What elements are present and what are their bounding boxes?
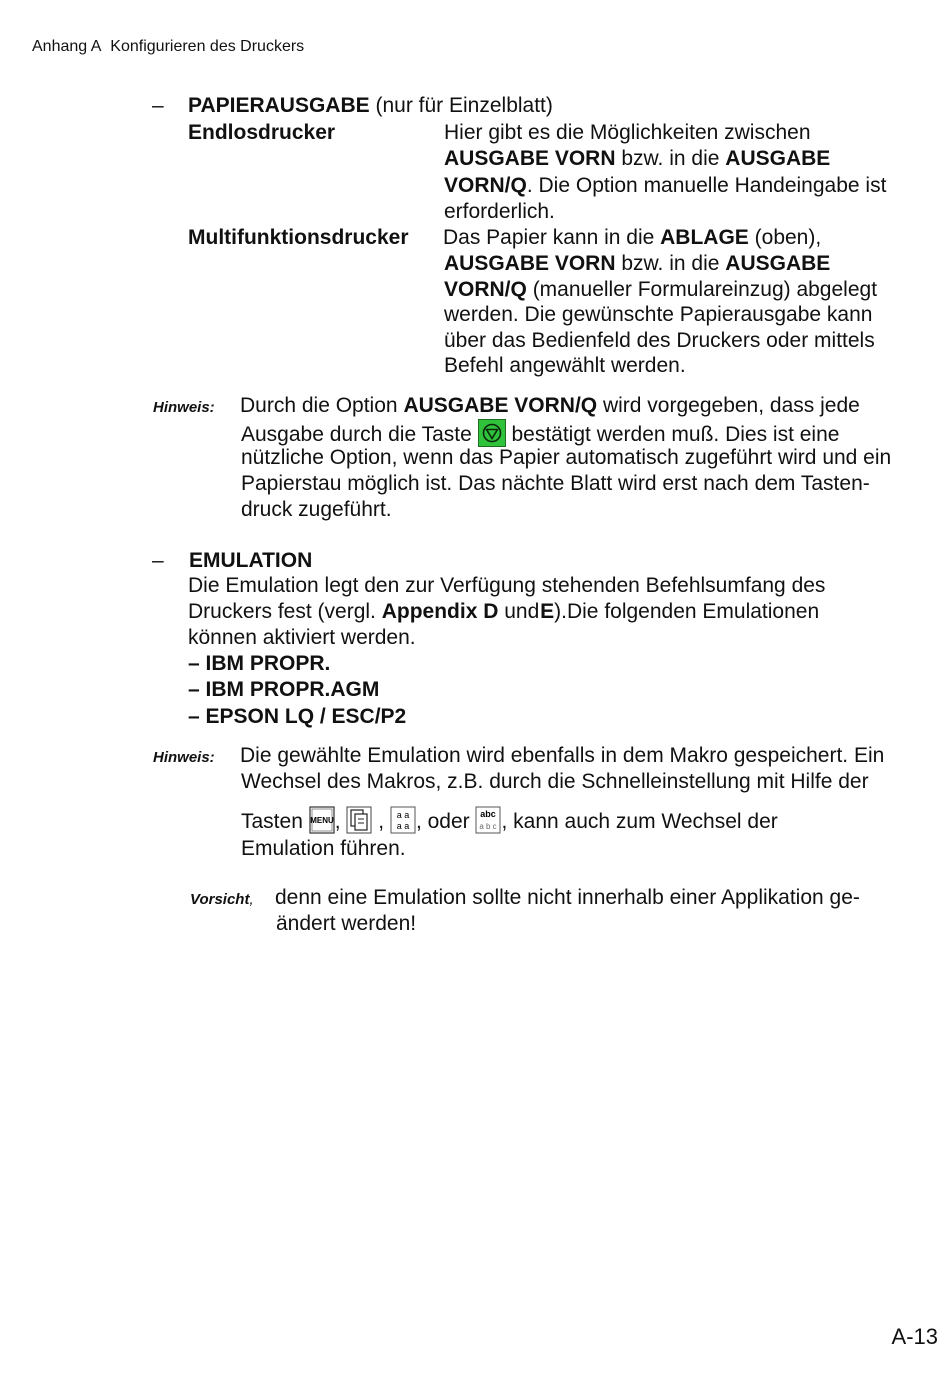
multi-l3-bold1: VORN/Q: [444, 278, 527, 301]
hinweis2-label: Hinweis:: [153, 749, 215, 766]
font-style-key-icon: [475, 806, 501, 834]
multi-l3-text1: (manueller Formulareinzug) abgelegt: [532, 278, 878, 301]
header-chapter: Anhang A: [32, 38, 102, 55]
aa-key-label-bottom: a a: [396, 821, 410, 831]
paper-load-key-icon: [346, 806, 372, 834]
abc-key-label-bottom: a b c: [479, 822, 498, 831]
endlos-l3-text1: . Die Option manuelle Handeingabe ist: [526, 174, 887, 197]
papierausgabe-heading: PAPIERAUSGABE: [188, 94, 370, 117]
papierausgabe-dash: –: [152, 94, 164, 117]
endlos-label: Endlosdrucker: [188, 121, 336, 144]
endlos-line-1: Hier gibt es die Möglichkeiten zwischen: [444, 121, 811, 144]
vorsicht-label-suffix: ,: [249, 891, 254, 908]
hinweis1-line-5: druck zugeführt.: [241, 498, 392, 521]
multi-line-6: Befehl angewählt werden.: [444, 354, 686, 377]
endlos-l2-text1: bzw. in die: [621, 147, 720, 170]
vorsicht-label: [190, 891, 254, 908]
vorsicht-line-2: ändert werden!: [276, 912, 417, 935]
menu-key-label: MENU: [309, 816, 334, 825]
hinweis2-line-2: Wechsel des Makros, z.B. durch die Schnelleinstellung mit Hilfe der: [241, 770, 869, 793]
hinweis1-l2-text1: Ausgabe durch die Taste: [241, 423, 472, 446]
papierausgabe-heading-suffix: (nur für Einzelblatt): [375, 94, 553, 117]
emulation-l2-bold1: Appendix D: [381, 600, 499, 623]
multi-l1-text1: Das Papier kann in die: [443, 226, 655, 249]
hinweis1-l1-bold1: AUSGABE VORN/Q: [403, 394, 598, 417]
vorsicht-label-text: Vorsicht: [190, 891, 250, 908]
emulation-item: – IBM PROPR.AGM: [188, 678, 380, 701]
emulation-l2-text3: ).Die folgenden Emulationen: [554, 600, 820, 623]
hinweis2-l3-text2: , kann auch zum Wechsel der: [501, 810, 778, 833]
hinweis2-l3-oder: , oder: [415, 810, 470, 833]
multi-line-4: werden. Die gewünschte Papierausgabe kann: [444, 303, 873, 326]
comma-2: ,: [378, 810, 385, 833]
running-header: [32, 38, 304, 56]
endlos-l3-bold1: VORN/Q: [444, 174, 527, 197]
emulation-item: – IBM PROPR.: [188, 652, 331, 675]
multi-label: Multifunktionsdrucker: [188, 226, 409, 249]
multi-l1-text2: (oben),: [754, 226, 822, 249]
emulation-line-3: können aktiviert werden.: [188, 626, 416, 649]
emulation-l2-text1: Druckers fest (vergl.: [188, 600, 376, 623]
multi-l2-text1: bzw. in die: [621, 252, 720, 275]
multi-l2-bold1: AUSGABE VORN: [444, 252, 616, 275]
hinweis1-l1-text1: Durch die Option: [240, 394, 398, 417]
hinweis1-label: Hinweis:: [153, 399, 215, 416]
endlos-line-4: erforderlich.: [444, 200, 555, 223]
emulation-line-2: [188, 599, 819, 625]
endlos-line-2: [444, 146, 830, 172]
hinweis1-l2-text2: bestätigt werden muß. Dies ist eine: [511, 423, 840, 446]
header-title: Konfigurieren des Druckers: [110, 38, 305, 55]
hinweis1-line-1: [240, 393, 860, 419]
hinweis1-line-2: [241, 419, 839, 448]
emulation-l2-bold2: E: [540, 600, 555, 623]
hinweis2-line-4: Emulation führen.: [241, 837, 406, 860]
hinweis1-line-4: Papierstau möglich ist. Das nächte Blatt wird erst nach dem Tasten-: [241, 472, 870, 495]
menu-key-icon: [309, 806, 335, 834]
emulation-dash: –: [152, 549, 164, 572]
emulation-line-1: Die Emulation legt den zur Verfügung stehenden Befehlsumfang des: [188, 574, 826, 597]
multi-line-2: [444, 251, 830, 277]
hinweis2-line-3: [241, 806, 778, 835]
hinweis1-line-3: nützliche Option, wenn das Papier automatisch zugeführt wird und ein: [241, 446, 892, 469]
font-size-key-icon: [390, 806, 416, 834]
endlos-line-3: [444, 173, 886, 199]
papierausgabe-heading-line: [188, 93, 553, 119]
multi-line-3: [444, 277, 877, 303]
multi-l2-bold2: AUSGABE: [725, 252, 831, 275]
multi-l1-bold1: ABLAGE: [660, 226, 749, 249]
hinweis2-l3-text1: Tasten: [241, 810, 303, 833]
emulation-item: – EPSON LQ / ESC/P2: [188, 705, 407, 728]
hinweis1-l1-text2: wird vorgegeben, dass jede: [602, 394, 860, 417]
aa-key-label-top: a a: [396, 810, 410, 820]
abc-key-label-top: abc: [480, 809, 497, 819]
multi-line-5: über das Bedienfeld des Druckers oder mittels: [444, 329, 875, 352]
endlos-l2-bold2: AUSGABE: [725, 147, 831, 170]
endlos-l2-bold1: AUSGABE VORN: [444, 147, 616, 170]
emulation-heading: EMULATION: [189, 549, 313, 572]
vorsicht-line-1: denn eine Emulation sollte nicht innerhalb einer Applikation ge-: [275, 886, 860, 909]
hinweis2-line-1: Die gewählte Emulation wird ebenfalls in dem Makro gespeichert. Ein: [240, 744, 885, 767]
multi-line-1: [443, 225, 821, 251]
comma-1: ,: [334, 810, 341, 833]
page-number: A-13: [891, 1324, 938, 1349]
emulation-l2-text2: und: [504, 600, 540, 623]
go-key-icon: [478, 419, 506, 447]
